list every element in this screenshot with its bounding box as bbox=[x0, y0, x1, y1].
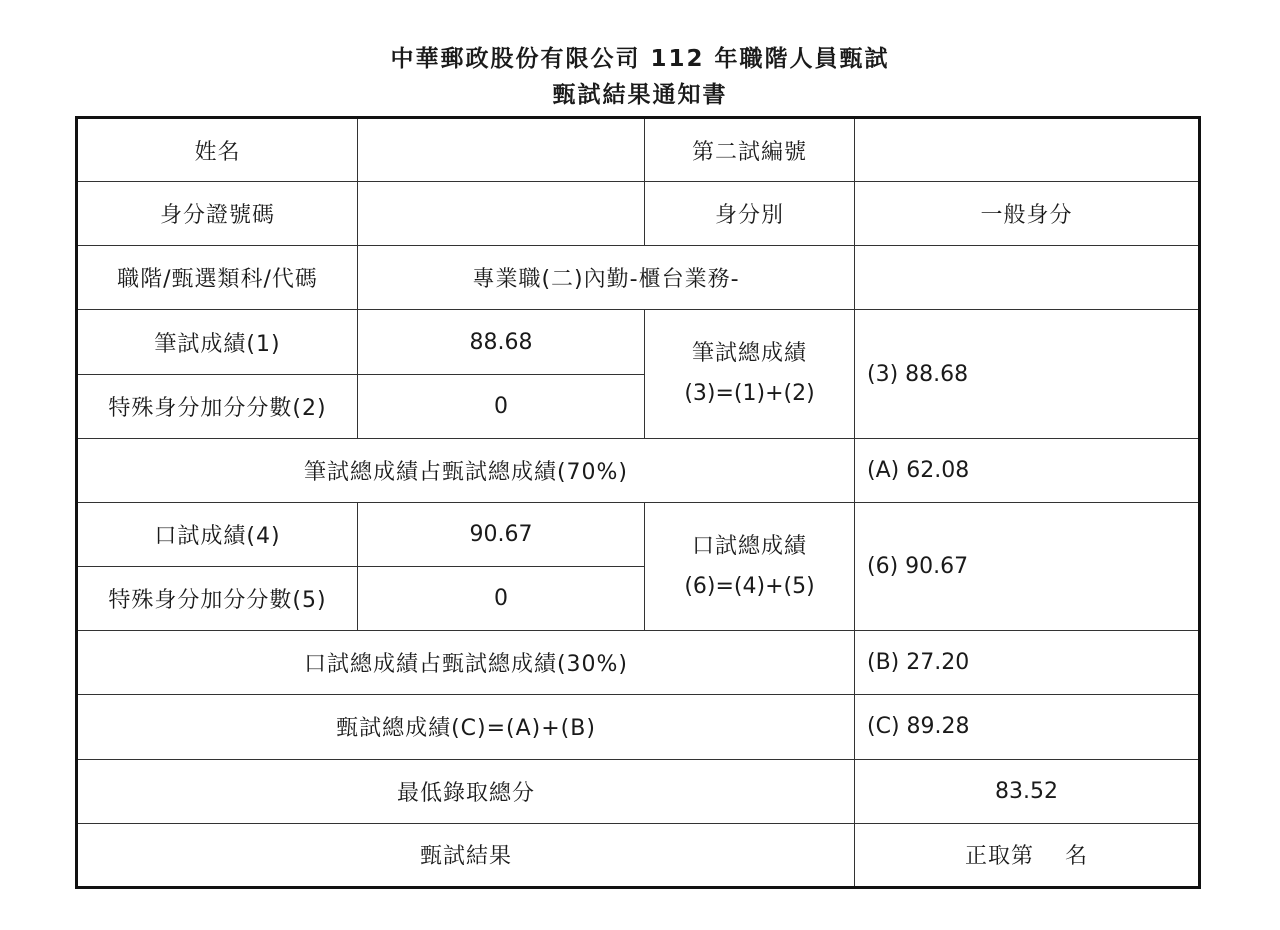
table-row bbox=[77, 502, 1200, 566]
written-score-value: 88.68 bbox=[358, 310, 645, 374]
written-total-label bbox=[645, 310, 855, 438]
category-blank bbox=[855, 246, 1200, 310]
table-row bbox=[77, 759, 1200, 823]
identity-type-value: 一般身分 bbox=[855, 182, 1200, 246]
table-row bbox=[77, 631, 1200, 695]
written-total-label-line2: (3)=(1)+(2) bbox=[684, 381, 815, 407]
oral-score-value: 90.67 bbox=[358, 502, 645, 566]
written-total-label-line1: 筆試總成績 bbox=[691, 341, 807, 367]
oral-share-label: 口試總成績占甄試總成績(30%) bbox=[77, 631, 855, 695]
result-label: 甄試結果 bbox=[77, 823, 855, 887]
written-share-label: 筆試總成績占甄試總成績(70%) bbox=[77, 438, 855, 502]
grand-total-value: (C) 89.28 bbox=[855, 695, 1200, 759]
written-share-value: (A) 62.08 bbox=[855, 438, 1200, 502]
oral-total-label bbox=[645, 502, 855, 630]
oral-total-value: (6) 90.67 bbox=[855, 502, 1200, 630]
written-bonus-value: 0 bbox=[358, 374, 645, 438]
name-label: 姓名 bbox=[77, 118, 358, 182]
exam-number-value bbox=[855, 118, 1200, 182]
table-row bbox=[77, 438, 1200, 502]
id-number-label: 身分證號碼 bbox=[77, 182, 358, 246]
document-title: 中華郵政股份有限公司 112 年職階人員甄試 bbox=[390, 46, 890, 72]
id-number-value bbox=[358, 182, 645, 246]
grand-total-label: 甄試總成績(C)=(A)+(B) bbox=[77, 695, 855, 759]
oral-total-label-line1: 口試總成績 bbox=[691, 533, 807, 559]
oral-bonus-value: 0 bbox=[358, 567, 645, 631]
written-bonus-label: 特殊身分加分分數(2) bbox=[77, 374, 358, 438]
table-row bbox=[77, 246, 1200, 310]
table-row bbox=[77, 695, 1200, 759]
oral-score-label: 口試成績(4) bbox=[77, 502, 358, 566]
min-score-value: 83.52 bbox=[855, 759, 1200, 823]
written-total-value: (3) 88.68 bbox=[855, 310, 1200, 438]
result-value: 正取第 名 bbox=[855, 823, 1200, 887]
identity-type-label: 身分別 bbox=[645, 182, 855, 246]
result-table bbox=[75, 116, 1201, 889]
document-subtitle: 甄試結果通知書 bbox=[552, 82, 728, 108]
table-row bbox=[77, 118, 1200, 182]
oral-bonus-label: 特殊身分加分分數(5) bbox=[77, 567, 358, 631]
min-score-label: 最低錄取總分 bbox=[77, 759, 855, 823]
exam-number-label: 第二試編號 bbox=[645, 118, 855, 182]
name-value bbox=[358, 118, 645, 182]
oral-total-label-line2: (6)=(4)+(5) bbox=[684, 573, 815, 599]
written-score-label: 筆試成績(1) bbox=[77, 310, 358, 374]
oral-share-value: (B) 27.20 bbox=[855, 631, 1200, 695]
table-row bbox=[77, 310, 1200, 374]
table-row bbox=[77, 823, 1200, 887]
category-label: 職階/甄選類科/代碼 bbox=[77, 246, 358, 310]
category-value: 專業職(二)內勤-櫃台業務- bbox=[358, 246, 855, 310]
table-row bbox=[77, 182, 1200, 246]
